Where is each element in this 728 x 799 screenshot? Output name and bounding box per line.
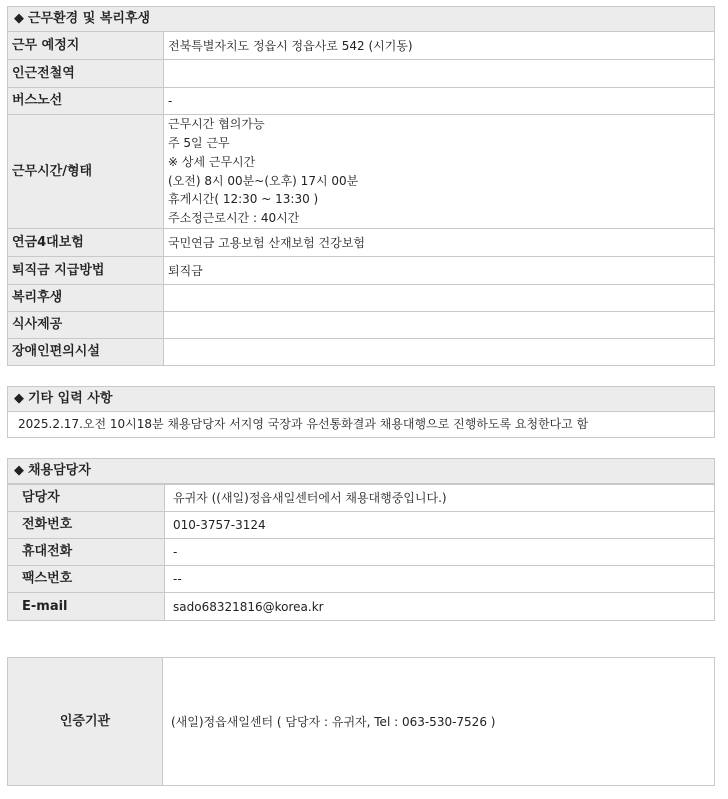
- contact-table: [7, 484, 715, 621]
- row-value: 퇴직금: [164, 257, 715, 285]
- table-row: [8, 485, 715, 512]
- table-row: [8, 539, 715, 566]
- section-title-text: 근무환경 및 복리후생: [28, 11, 151, 26]
- table-row: [8, 115, 715, 229]
- hours-line: 주 5일 근무: [168, 136, 230, 151]
- row-label: 인근전철역: [8, 60, 164, 88]
- row-value: -: [164, 88, 715, 115]
- table-row: [8, 88, 715, 115]
- other-notes: 2025.2.17.오전 10시18분 채용담당자 서지영 국장과 유선통화결과 채용대행으로 진행하도록 요청한다고 함: [7, 412, 715, 438]
- section-title-other: [7, 386, 715, 412]
- row-label: 팩스번호: [8, 566, 165, 593]
- table-row: [8, 658, 715, 786]
- row-value-hours: [164, 115, 715, 229]
- row-value: 010-3757-3124: [165, 512, 715, 539]
- row-label: 근무시간/형태: [8, 115, 164, 229]
- row-value: --: [165, 566, 715, 593]
- table-row: [8, 60, 715, 88]
- row-label: 복리후생: [8, 285, 164, 312]
- row-label: 담당자: [8, 485, 165, 512]
- row-label: E-mail: [8, 593, 165, 621]
- diamond-icon: ◆: [14, 463, 24, 478]
- table-row: [8, 32, 715, 60]
- hours-line: 휴게시간( 12:30 ~ 13:30 ): [168, 192, 319, 207]
- row-value: [164, 339, 715, 366]
- hours-line: (오전) 8시 00분~(오후) 17시 00분: [168, 173, 359, 188]
- diamond-icon: ◆: [14, 11, 24, 26]
- diamond-icon: ◆: [14, 391, 24, 406]
- row-label: 휴대전화: [8, 539, 165, 566]
- row-label: 연금4대보험: [8, 229, 164, 257]
- row-value: [164, 60, 715, 88]
- section-title-text: 기타 입력 사항: [28, 391, 113, 406]
- row-value: 유귀자 ((새일)정읍새일센터에서 채용대행중입니다.): [165, 485, 715, 512]
- hours-line: ※ 상세 근무시간: [168, 154, 256, 169]
- table-row: [8, 229, 715, 257]
- row-label: 근무 예정지: [8, 32, 164, 60]
- hours-line: 근무시간 협의가능: [168, 117, 265, 132]
- row-value-email: sado68321816@korea.kr: [165, 593, 715, 621]
- row-value: [164, 312, 715, 339]
- row-label: 버스노선: [8, 88, 164, 115]
- cert-table: [7, 657, 715, 786]
- row-label: 장애인편의시설: [8, 339, 164, 366]
- table-row: [8, 285, 715, 312]
- cert-value: (새일)정읍새일센터 ( 담당자 : 유귀자, Tel : 063-530-7526 ): [163, 658, 715, 786]
- row-value: -: [165, 539, 715, 566]
- section-title-contact: [7, 458, 715, 484]
- table-row: [8, 593, 715, 621]
- row-label: 식사제공: [8, 312, 164, 339]
- row-value: 국민연금 고용보험 산재보험 건강보험: [164, 229, 715, 257]
- table-row: [8, 512, 715, 539]
- row-value: [164, 285, 715, 312]
- table-row: [8, 566, 715, 593]
- row-label: 퇴직금 지급방법: [8, 257, 164, 285]
- table-row: [8, 312, 715, 339]
- hours-line: 주소정근로시간 : 40시간: [168, 210, 300, 225]
- row-value: 전북특별자치도 정읍시 정읍사로 542 (시기동): [164, 32, 715, 60]
- work-env-table: [7, 31, 715, 366]
- cert-label: 인증기관: [8, 658, 163, 786]
- row-label: 전화번호: [8, 512, 165, 539]
- table-row: [8, 339, 715, 366]
- section-title-work-env: [7, 6, 715, 32]
- table-row: [8, 257, 715, 285]
- section-title-text: 채용담당자: [28, 463, 91, 478]
